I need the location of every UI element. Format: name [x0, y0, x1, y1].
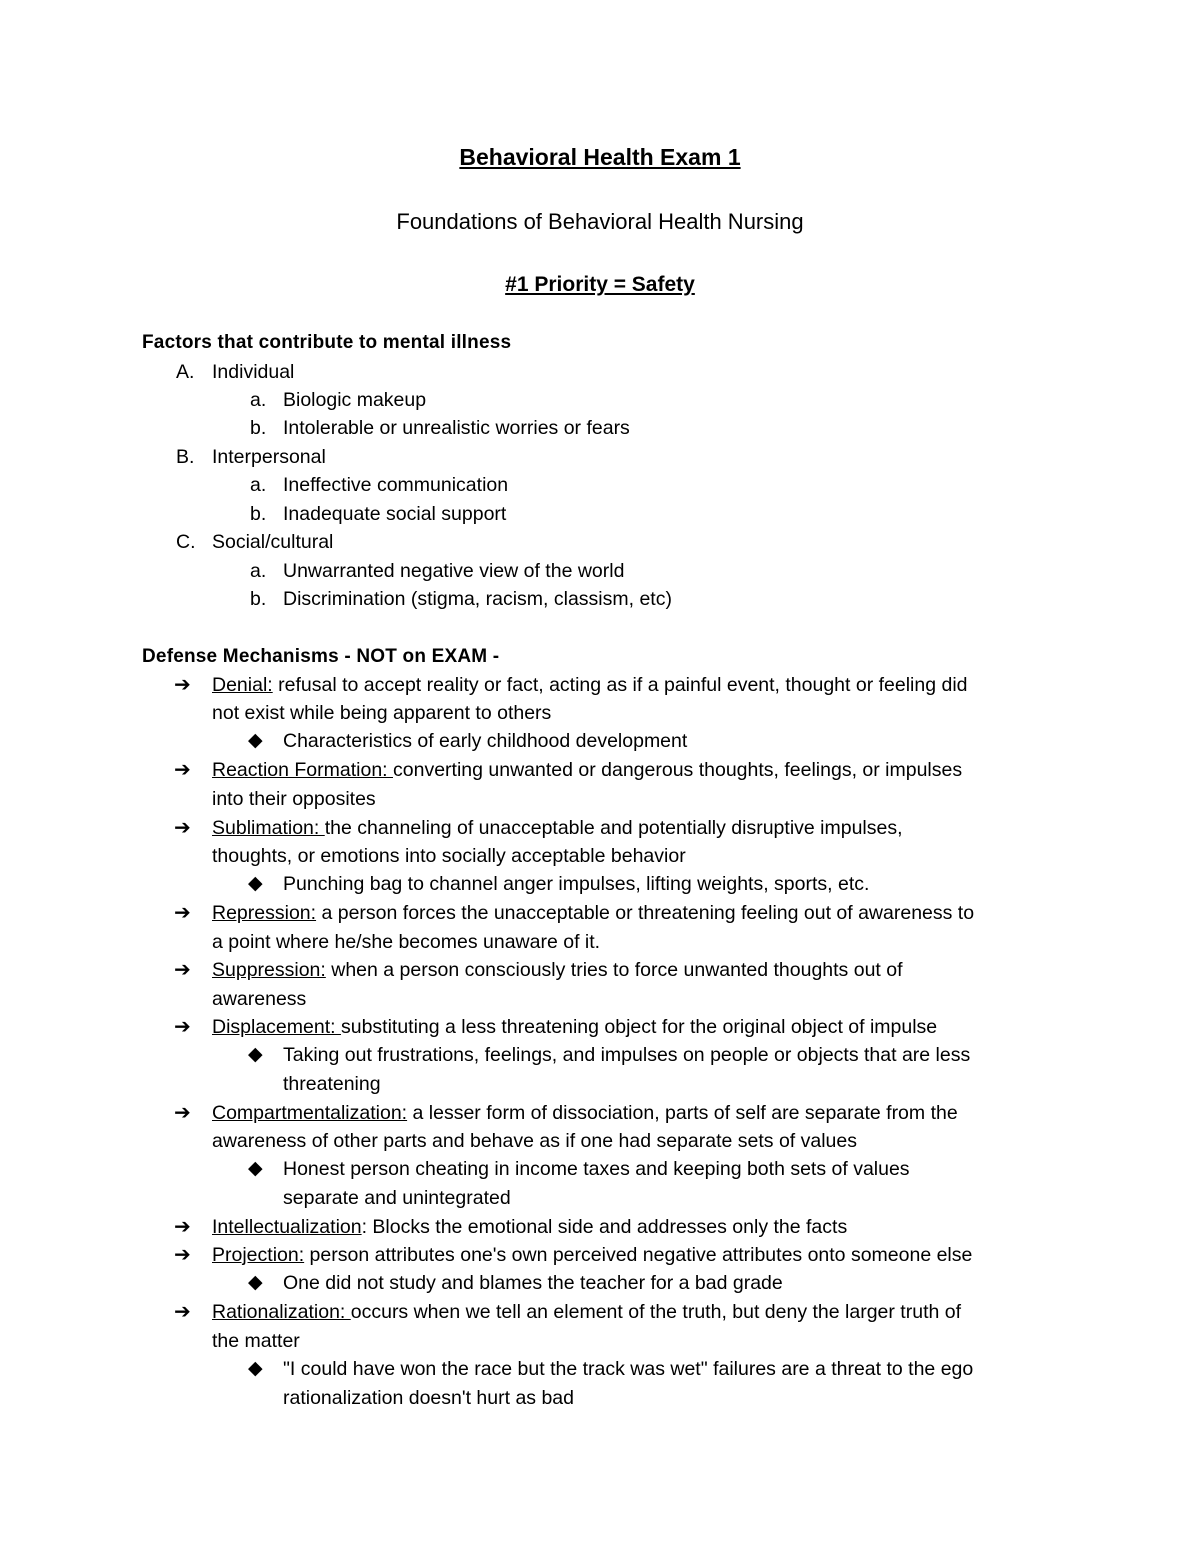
example-line: "I could have won the race but the track was wet" failures are a threat to the ego — [283, 1358, 974, 1380]
definition-line: awareness — [212, 988, 307, 1010]
arrow-bullet-icon: ➔ — [174, 759, 191, 781]
arrow-bullet-icon: ➔ — [174, 902, 191, 924]
example-line: threatening — [283, 1073, 381, 1095]
list-marker: A. — [176, 361, 195, 383]
list-item: Social/cultural — [212, 531, 334, 553]
definition-line: Reaction Formation: converting unwanted or dangerous thoughts, feelings, or impulses — [212, 759, 963, 781]
example-line: Honest person cheating in income taxes and keeping both sets of values — [283, 1158, 910, 1180]
diamond-bullet-icon: ◆ — [248, 1044, 263, 1065]
definition-line: thoughts, or emotions into socially acceptable behavior — [212, 845, 686, 867]
list-item: Individual — [212, 361, 295, 383]
list-item: Interpersonal — [212, 446, 326, 468]
example-line: Taking out frustrations, feelings, and impulses on people or objects that are less — [283, 1044, 971, 1066]
list-item: Intolerable or unrealistic worries or fears — [283, 417, 630, 439]
defense-heading: Defense Mechanisms - NOT on EXAM - — [142, 646, 500, 667]
example-line: One did not study and blames the teacher for a bad grade — [283, 1272, 783, 1294]
arrow-bullet-icon: ➔ — [174, 674, 191, 696]
example-line: Characteristics of early childhood development — [283, 730, 688, 752]
list-item: Ineffective communication — [283, 474, 509, 496]
document-subtitle: Foundations of Behavioral Health Nursing — [396, 209, 804, 234]
definition-line: Compartmentalization: a lesser form of dissociation, parts of self are separate from the — [212, 1102, 958, 1124]
list-marker: B. — [176, 446, 195, 468]
list-item: Inadequate social support — [283, 503, 507, 525]
arrow-bullet-icon: ➔ — [174, 959, 191, 981]
factors-heading: Factors that contribute to mental illness — [142, 332, 512, 353]
term: Reaction Formation: — [212, 759, 393, 781]
diamond-bullet-icon: ◆ — [248, 730, 263, 751]
list-item: Discrimination (stigma, racism, classism, etc) — [283, 588, 672, 610]
arrow-bullet-icon: ➔ — [174, 1016, 191, 1038]
term: Compartmentalization: — [212, 1102, 408, 1124]
term: Suppression: — [212, 959, 326, 981]
term: Denial: — [212, 674, 273, 696]
example-line: rationalization doesn't hurt as bad — [283, 1387, 574, 1409]
term: Repression: — [212, 902, 317, 924]
term: Sublimation: — [212, 817, 325, 839]
definition-line: Rationalization: occurs when we tell an element of the truth, but deny the larger truth of — [212, 1301, 962, 1323]
arrow-bullet-icon: ➔ — [174, 1244, 191, 1266]
term: Projection: — [212, 1244, 305, 1266]
definition-line: Repression: a person forces the unacceptable or threatening feeling out of awareness to — [212, 902, 975, 924]
list-marker: b. — [250, 588, 267, 610]
definition-line: Displacement: substituting a less threatening object for the original object of impulse — [212, 1016, 938, 1038]
list-marker: a. — [250, 389, 267, 411]
definition-line: Intellectualization: Blocks the emotional side and addresses only the facts — [212, 1216, 848, 1238]
definition-line: a point where he/she becomes unaware of it. — [212, 931, 601, 953]
document-title: Behavioral Health Exam 1 — [459, 144, 741, 170]
diamond-bullet-icon: ◆ — [248, 1158, 263, 1179]
term: Displacement: — [212, 1016, 341, 1038]
arrow-bullet-icon: ➔ — [174, 817, 191, 839]
arrow-bullet-icon: ➔ — [174, 1301, 191, 1323]
definition-line: into their opposites — [212, 788, 376, 810]
list-item: Biologic makeup — [283, 389, 427, 411]
definition-line: Denial: refusal to accept reality or fact, acting as if a painful event, thought or feeling did — [212, 674, 968, 696]
list-marker: b. — [250, 417, 267, 439]
definition-line: awareness of other parts and behave as if one had separate sets of values — [212, 1130, 857, 1152]
definition-line: Projection: person attributes one's own perceived negative attributes onto someone else — [212, 1244, 973, 1266]
example-line: separate and unintegrated — [283, 1187, 511, 1209]
diamond-bullet-icon: ◆ — [248, 873, 263, 894]
diamond-bullet-icon: ◆ — [248, 1358, 263, 1379]
definition-line: Suppression: when a person consciously tries to force unwanted thoughts out of — [212, 959, 903, 981]
list-marker: C. — [176, 531, 196, 553]
list-marker: a. — [250, 560, 267, 582]
priority-line: #1 Priority = Safety — [505, 273, 695, 296]
list-item: Unwarranted negative view of the world — [283, 560, 625, 582]
term: Rationalization: — [212, 1301, 351, 1323]
term: Intellectualization — [212, 1216, 362, 1238]
definition-line: Sublimation: the channeling of unacceptable and potentially disruptive impulses, — [212, 817, 903, 839]
arrow-bullet-icon: ➔ — [174, 1216, 191, 1238]
definition-line: the matter — [212, 1330, 300, 1352]
definition-line: not exist while being apparent to others — [212, 702, 552, 724]
example-line: Punching bag to channel anger impulses, lifting weights, sports, etc. — [283, 873, 870, 895]
list-marker: b. — [250, 503, 267, 525]
list-marker: a. — [250, 474, 267, 496]
arrow-bullet-icon: ➔ — [174, 1102, 191, 1124]
diamond-bullet-icon: ◆ — [248, 1272, 263, 1293]
